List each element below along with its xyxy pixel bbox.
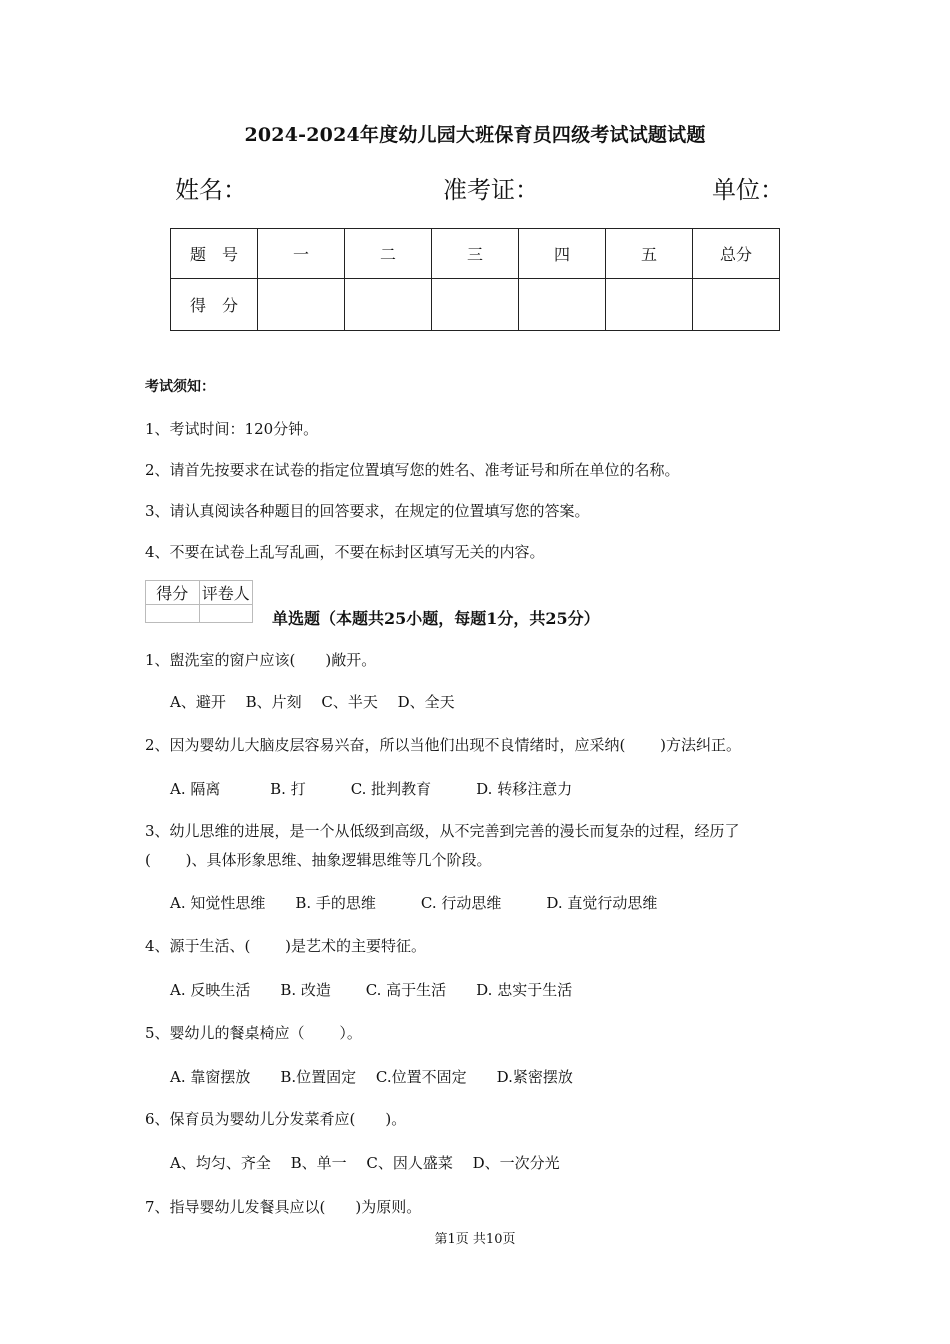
question-text: 1、盥洗室的窗户应该( )敞开。: [145, 651, 377, 669]
question-options: A、避开 B、片刻 C、半天 D、全天: [170, 693, 455, 711]
score-table-header: 总分: [693, 229, 780, 279]
question-options: A. 隔离 B. 打 C. 批判教育 D. 转移注意力: [170, 780, 573, 798]
notice-item: 1、考试时间：120分钟。: [145, 420, 319, 438]
score-row-label: 得 分: [171, 279, 258, 331]
question-text: 3、幼儿思维的进展，是一个从低级到高级，从不完善到完善的漫长而复杂的过程，经历了: [145, 822, 740, 840]
question-text: 6、保育员为婴幼儿分发菜肴应( )。: [145, 1110, 407, 1128]
score-table-header: 五: [606, 229, 693, 279]
page-footer: 第1页 共10页: [434, 1232, 516, 1247]
question-text: 4、源于生活、( )是艺术的主要特征。: [145, 937, 427, 955]
notice-item: 2、请首先按要求在试卷的指定位置填写您的姓名、准考证号和所在单位的名称。: [145, 461, 680, 479]
question-text-continued: ( )、具体形象思维、抽象逻辑思维等几个阶段。: [145, 851, 492, 869]
question-options: A. 靠窗摆放 B.位置固定 C.位置不固定 D.紧密摆放: [170, 1068, 573, 1086]
question-options: A. 知觉性思维 B. 手的思维 C. 行动思维 D. 直觉行动思维: [170, 894, 658, 912]
exam-id-field-label: 准考证：: [443, 176, 539, 204]
grader-box-grader-label: 评卷人: [199, 581, 253, 605]
score-cell: [432, 279, 519, 331]
notice-item: 3、请认真阅读各种题目的回答要求，在规定的位置填写您的答案。: [145, 502, 590, 520]
grader-box-score-label: 得分: [146, 581, 200, 605]
score-cell: [258, 279, 345, 331]
score-table-header: 四: [519, 229, 606, 279]
page-title: 2024-2024年度幼儿园大班保育员四级考试试题试题: [244, 124, 706, 146]
grader-box-grader-cell: [199, 605, 253, 623]
score-table-header: 题 号: [171, 229, 258, 279]
score-cell: [606, 279, 693, 331]
score-table-header-row: [171, 229, 780, 279]
section-heading: 单选题（本题共25小题，每题1分，共25分）: [272, 609, 600, 628]
score-table-header: 三: [432, 229, 519, 279]
score-table-header: 二: [345, 229, 432, 279]
question-options: A、均匀、齐全 B、单一 C、因人盛菜 D、一次分光: [170, 1154, 560, 1172]
notice-item: 4、不要在试卷上乱写乱画，不要在标封区填写无关的内容。: [145, 543, 545, 561]
question-text: 2、因为婴幼儿大脑皮层容易兴奋，所以当他们出现不良情绪时，应采纳( )方法纠正。: [145, 736, 742, 754]
score-table-header: 一: [258, 229, 345, 279]
notice-heading: 考试须知：: [145, 379, 215, 395]
question-options: A. 反映生活 B. 改造 C. 高于生活 D. 忠实于生活: [170, 981, 573, 999]
name-field-label: 姓名：: [175, 176, 247, 204]
score-cell: [519, 279, 606, 331]
score-table: [170, 228, 780, 331]
grader-box-score-cell: [146, 605, 200, 623]
score-cell: [345, 279, 432, 331]
unit-field-label: 单位：: [712, 176, 784, 204]
grader-box: [145, 580, 253, 623]
question-text: 5、婴幼儿的餐桌椅应（ ）。: [145, 1024, 362, 1042]
score-table-score-row: [171, 279, 780, 331]
score-cell: [693, 279, 780, 331]
question-text: 7、指导婴幼儿发餐具应以( )为原则。: [145, 1198, 422, 1216]
